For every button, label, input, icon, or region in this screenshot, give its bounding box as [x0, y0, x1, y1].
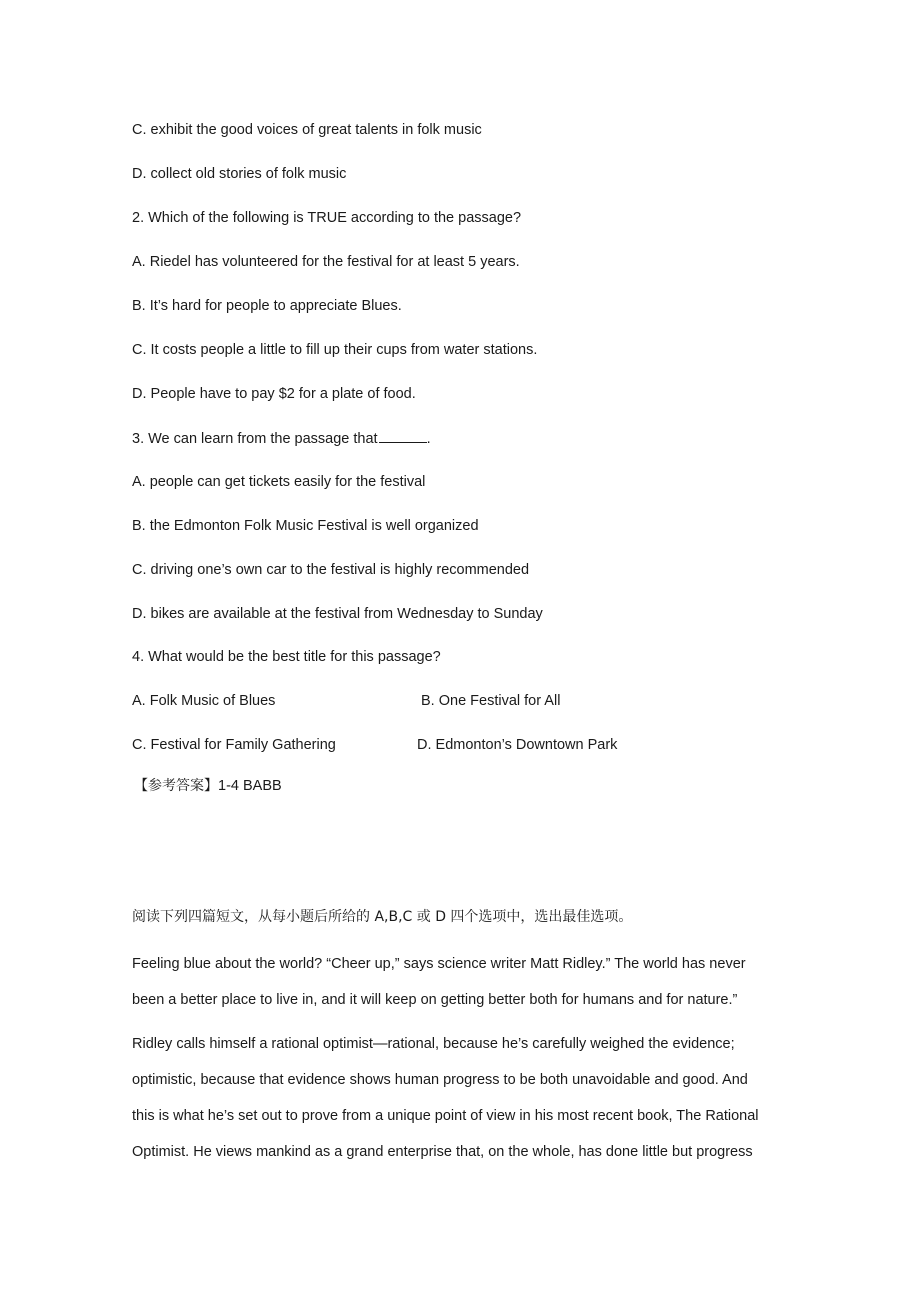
- q2-option-a: A. Riedel has volunteered for the festival for at least 5 years.: [132, 254, 520, 270]
- q3-option-b: B. the Edmonton Folk Music Festival is well organized: [132, 518, 479, 534]
- q2-option-c: C. It costs people a little to fill up their cups from water stations.: [132, 342, 538, 358]
- q4-question: 4. What would be the best title for this passage?: [132, 649, 441, 665]
- passage-line: Optimist. He views mankind as a grand enterprise that, on the whole, has done little but progress: [132, 1144, 753, 1160]
- q2-question: 2. Which of the following is TRUE according to the passage?: [132, 210, 522, 226]
- q4-option-c: C. Festival for Family Gathering: [132, 737, 336, 753]
- q3-question-text: 3. We can learn from the passage that: [132, 431, 378, 447]
- reference-answer-label: 【参考答案】: [134, 778, 218, 794]
- q3-option-a: A. people can get tickets easily for the festival: [132, 474, 426, 490]
- passage-line: been a better place to live in, and it will keep on getting better both for humans and for nature.”: [132, 992, 738, 1008]
- q4-option-d: D. Edmonton’s Downtown Park: [417, 737, 618, 753]
- passage-line: Feeling blue about the world? “Cheer up,” says science writer Matt Ridley.” The world has never: [132, 956, 746, 972]
- q1-option-c: C. exhibit the good voices of great talents in folk music: [132, 122, 482, 138]
- q3-option-d: D. bikes are available at the festival from Wednesday to Sunday: [132, 606, 543, 622]
- passage-line: optimistic, because that evidence shows human progress to be both unavoidable and good. And: [132, 1072, 748, 1088]
- q3-question: [132, 429, 431, 448]
- passage-line: this is what he’s set out to prove from a unique point of view in his most recent book, The Rational: [132, 1108, 759, 1124]
- answer-blank: [379, 429, 427, 443]
- reference-answer-value: 1-4 BABB: [218, 778, 282, 794]
- q4-option-b: B. One Festival for All: [421, 693, 561, 709]
- q2-option-d: D. People have to pay $2 for a plate of food.: [132, 386, 416, 402]
- q4-option-a: A. Folk Music of Blues: [132, 693, 276, 709]
- passage-line: Ridley calls himself a rational optimist—rational, because he’s carefully weighed the evidence;: [132, 1036, 735, 1052]
- q1-option-d: D. collect old stories of folk music: [132, 166, 347, 182]
- q3-question-end: .: [426, 431, 431, 447]
- section-instruction: 阅读下列四篇短文，从每小题后所给的 A,B,C 或 D 四个选项中，选出最佳选项。: [132, 909, 633, 925]
- q2-option-b: B. It’s hard for people to appreciate Blues.: [132, 298, 402, 314]
- q3-option-c: C. driving one’s own car to the festival is highly recommended: [132, 562, 530, 578]
- reference-answer: [134, 777, 282, 795]
